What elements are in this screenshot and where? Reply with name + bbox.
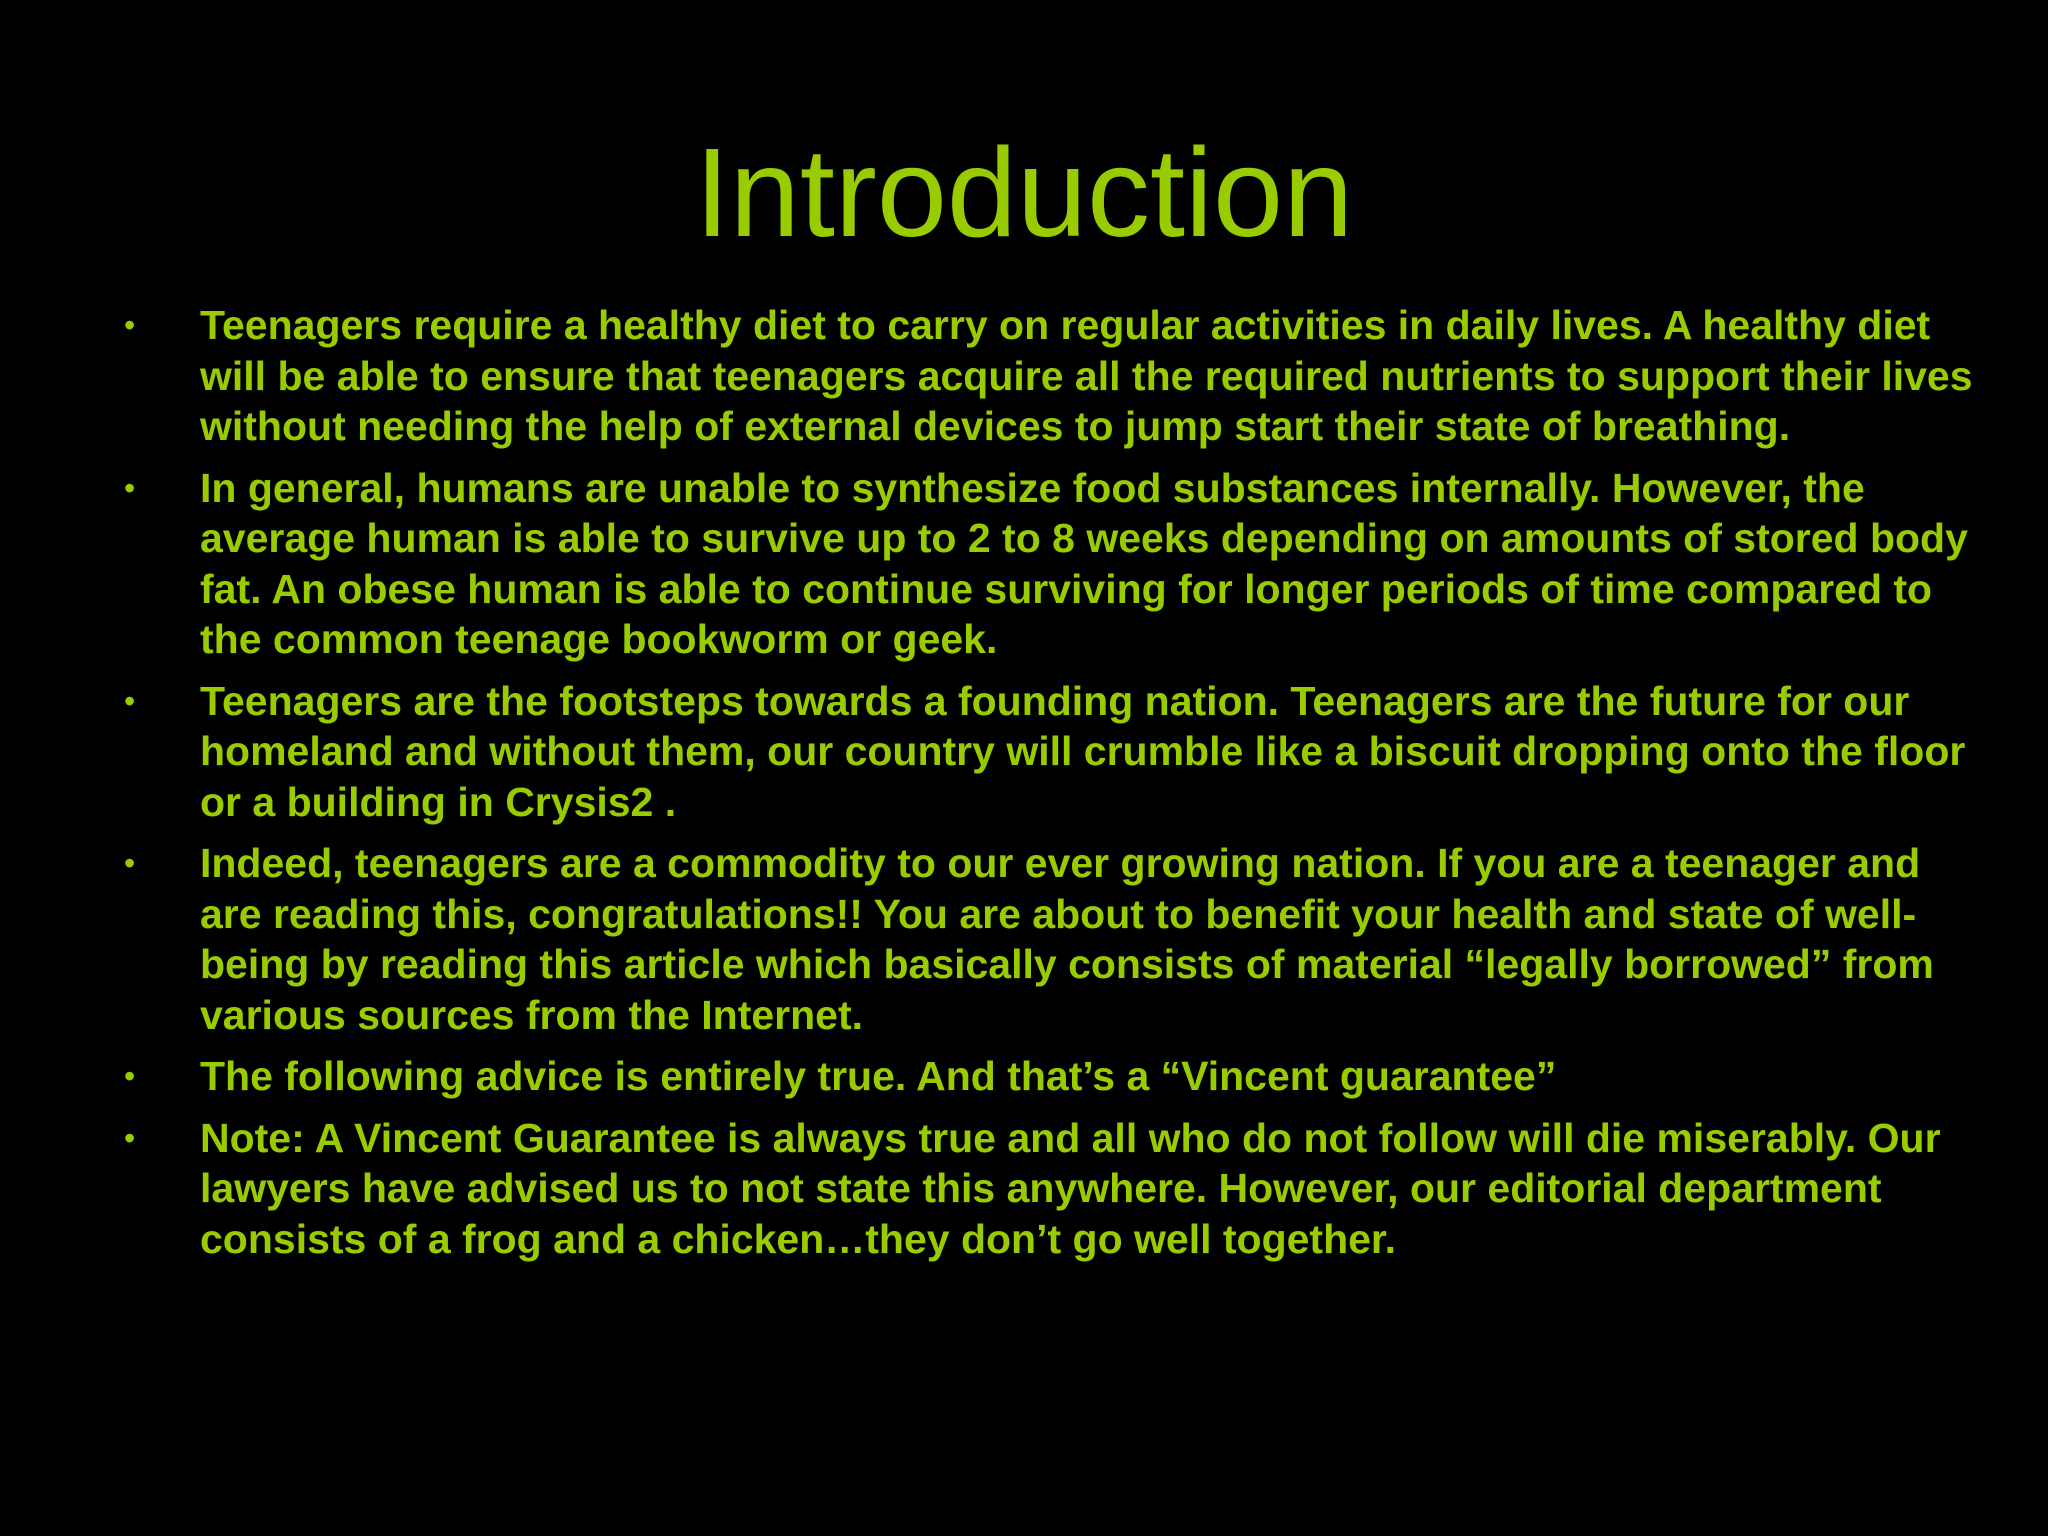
bullet-text: Teenagers are the footsteps towards a founding nation. Teenagers are the future for our homeland and without them, our country will crumble like a biscuit dropping onto the floor or a building in Crysis2 . — [200, 677, 1966, 825]
bullet-dot-icon: • — [124, 469, 136, 506]
bullet-item — [120, 1051, 1980, 1102]
bullet-dot-icon: • — [124, 1058, 136, 1094]
bullet-item — [120, 838, 1980, 1040]
bullet-text: The following advice is entirely true. And that’s a “Vincent guarantee” — [200, 1053, 1557, 1099]
bullet-dot-icon: • — [124, 682, 136, 719]
bullet-item — [120, 676, 1980, 828]
bullet-text: In general, humans are unable to synthesize food substances internally. However, the average human is able to survive up to 2 to 8 weeks depending on amounts of stored body fat. An obese human is able to continue surviving for longer periods of time compared to the common teenage bookworm or geek. — [200, 464, 1968, 662]
bullet-text: Indeed, teenagers are a commodity to our ever growing nation. If you are a teenager and are reading this, congratulations!! You are about to benefit your health and state of well-being by reading this article which basically consists of material “legally borrowed” from various sources from the Internet. — [200, 840, 1934, 1038]
bullet-list — [120, 300, 1980, 1275]
bullet-dot-icon: • — [124, 1119, 136, 1156]
slide-title: Introduction — [694, 122, 1354, 263]
bullet-text: Note: A Vincent Guarantee is always true and all who do not follow will die miserably. Our lawyers have advised us to not state this anywhere. However, our editorial department consists of a frog and a chicken…they don’t go well together. — [200, 1114, 1941, 1262]
bullet-text: Teenagers require a healthy diet to carry on regular activities in daily lives. A healthy diet will be able to ensure that teenagers acquire all the required nutrients to support their lives without needing the help of external devices to jump start their state of breathing. — [200, 302, 1973, 449]
bullet-item — [120, 463, 1980, 665]
bullet-dot-icon: • — [124, 845, 136, 881]
bullet-item — [120, 300, 1980, 452]
bullet-item — [120, 1113, 1980, 1265]
bullet-dot-icon: • — [124, 307, 136, 343]
